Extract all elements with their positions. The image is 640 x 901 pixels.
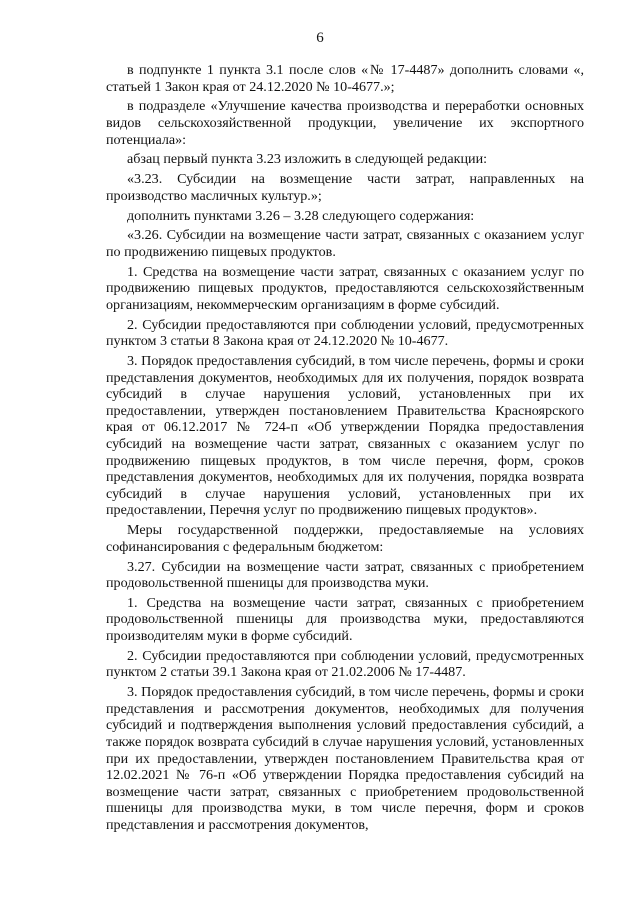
paragraph: в подразделе «Улучшение качества производства и переработки основных видов сельскохозяйственной продукции, увеличение их экспортного потенциала»: bbox=[106, 98, 584, 148]
paragraph: «3.23. Субсидии на возмещение части затрат, направленных на производство масличных культур.»; bbox=[106, 171, 584, 204]
paragraph: 3.27. Субсидии на возмещение части затрат, связанных с приобретением продовольственной пшеницы для производства муки. bbox=[106, 558, 584, 592]
paragraph: в подпункте 1 пункта 3.1 после слов «№ 17-4487» дополнить словами «, статьей 1 Закон края от 24.12.2020 № 10-4677.»; bbox=[106, 62, 584, 95]
page-number: 6 bbox=[316, 30, 324, 46]
paragraph: абзац первый пункта 3.23 изложить в следующей редакции: bbox=[127, 151, 488, 168]
paragraph: 2. Субсидии предоставляются при соблюдении условий, предусмотренных пунктом 3 статьи 8 Закона края от 24.12.2020 № 10-4677. bbox=[106, 316, 584, 350]
paragraph: 3. Порядок предоставления субсидий, в том числе перечень, формы и сроки представления и рассмотрения документов, необходимых для получения субсидий и подтверждения выполнения условий предоставления субсидий, а также порядок возврата субсидий в случае нарушения условий, установленных при их предоставлении, утвержден постановлением Правительства края от 12.02.2021 № 76-п «Об утверждении Порядка предоставления субсидий на возмещение части затрат, связанных с приобретением продовольственной пшеницы для производства муки, в том числе перечня, форм и сроков представления и рассмотрения документов, bbox=[106, 684, 584, 833]
paragraph: 1. Средства на возмещение части затрат, связанных с приобретением продовольственной пшеницы для производства муки, предоставляются производителям муки в форме субсидий. bbox=[106, 594, 584, 645]
document-body bbox=[106, 62, 584, 837]
paragraph: 1. Средства на возмещение части затрат, связанных с оказанием услуг по продвижению пищевых продуктов, предоставляются сельскохозяйственным организациям, некоммерческим организациям в форме субсидий. bbox=[106, 263, 584, 313]
paragraph: дополнить пунктами 3.26 – 3.28 следующего содержания: bbox=[127, 207, 475, 224]
paragraph: Меры государственной поддержки, предоставляемые на условиях софинансирования с федеральным бюджетом: bbox=[106, 522, 584, 555]
paragraph: 2. Субсидии предоставляются при соблюдении условий, предусмотренных пунктом 2 статьи 39.1 Закона края от 21.02.2006 № 17-4487. bbox=[106, 647, 584, 681]
paragraph: 3. Порядок предоставления субсидий, в том числе перечень, формы и сроки представления документов, необходимых для их получения, порядок возврата субсидий в случае нарушения условий, установленных при их предоставлении, утвержден постановлением Правительства Красноярского края от 06.12.2017 № 724-п «Об утверждении Порядка предоставления субсидий на возмещение части затрат, связанных с оказанием услуг по продвижению пищевых продуктов, в том числе перечня, форм, сроков представления документов, необходимых для их получения, порядка возврата субсидий в случае нарушения условий, установленных при их предоставлении, Перечня услуг по продвижению пищевых продуктов». bbox=[106, 353, 584, 519]
paragraph: «3.26. Субсидии на возмещение части затрат, связанных с оказанием услуг по продвижению пищевых продуктов. bbox=[106, 227, 584, 260]
